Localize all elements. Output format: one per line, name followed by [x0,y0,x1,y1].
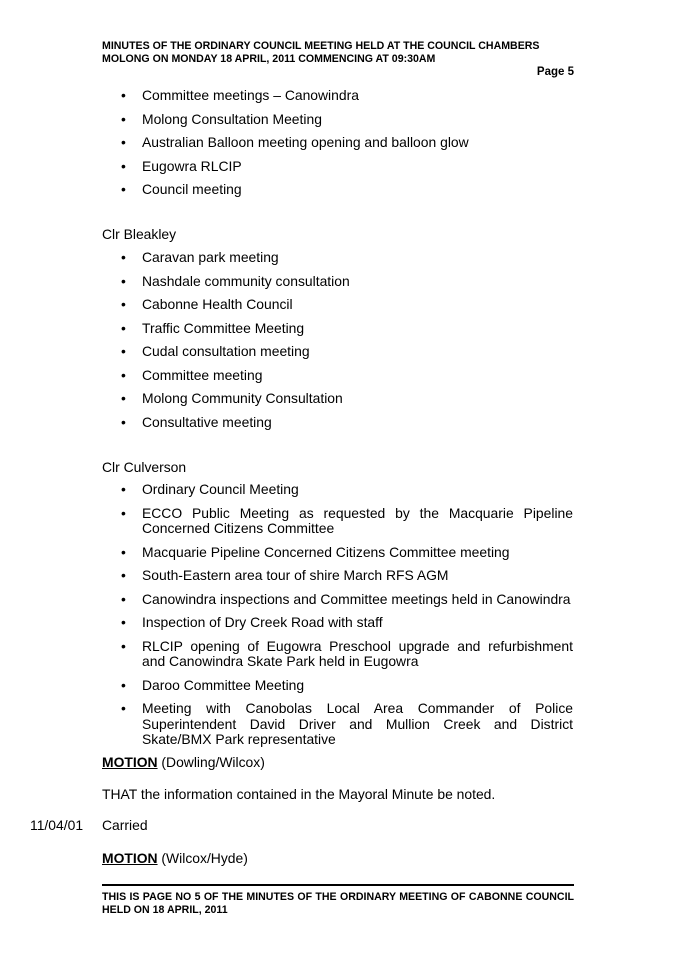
list-item: • Cudal consultation meeting [121,344,573,360]
list-item: • Macquarie Pipeline Concerned Citizens Committee meeting [121,545,573,561]
list-item: • Australian Balloon meeting opening and balloon glow [121,135,573,151]
list-item: • Canowindra inspections and Committee meetings held in Canowindra [121,592,573,608]
list-item: • Ordinary Council Meeting [121,482,573,498]
list-item: • Daroo Committee Meeting [121,678,573,694]
councillor-bleakley: Clr Bleakley [102,226,177,242]
mayor-activity-list [121,88,573,198]
page-header [102,40,574,66]
list-item: • Molong Community Consultation [121,391,573,407]
list-item: • Inspection of Dry Creek Road with staff [121,615,573,631]
list-item: • Molong Consultation Meeting [121,112,573,128]
list-item: • Cabonne Health Council [121,297,573,313]
header-line-2: MOLONG ON MONDAY 18 APRIL, 2011 COMMENCING AT 09:30AM [102,53,436,65]
motion-movers: (Wilcox/Hyde) [157,850,248,866]
motion-1 [102,754,265,770]
list-item: • Nashdale community consultation [121,274,573,290]
bleakley-activity-list [121,250,573,430]
list-item: • South-Eastern area tour of shire March RFS AGM [121,568,573,584]
page-number: Page 5 [536,66,574,78]
councillor-culverson: Clr Culverson [102,459,187,475]
list-item: • Traffic Committee Meeting [121,321,573,337]
page-footer: THIS IS PAGE NO 5 OF THE MINUTES OF THE ORDINARY MEETING OF CABONNE COUNCIL HELD ON 18 APRIL, 2011 [102,891,574,916]
motion-movers: (Dowling/Wilcox) [157,754,265,770]
list-item: • Council meeting [121,182,573,198]
list-item: • Committee meeting [121,368,573,384]
list-item: • Consultative meeting [121,415,573,431]
motion-2 [102,850,248,866]
resolution-text: THAT the information contained in the Mayoral Minute be noted. [102,786,496,802]
footer-divider [102,884,574,886]
list-item: • Committee meetings – Canowindra [121,88,573,104]
motion-label: MOTION [102,850,158,866]
list-item: • Eugowra RLCIP [121,159,573,175]
list-item: • Meeting with Canobolas Local Area Commander of Police Superintendent David Driver and Mullion Creek and District Skate/BMX Park representative [121,701,573,748]
list-item: • ECCO Public Meeting as requested by the Macquarie Pipeline Concerned Citizens Committee [121,506,573,537]
minute-result: Carried [102,817,148,833]
list-item: • Caravan park meeting [121,250,573,266]
header-line-1: MINUTES OF THE ORDINARY COUNCIL MEETING HELD AT THE COUNCIL CHAMBERS [102,40,540,52]
list-item: • RLCIP opening of Eugowra Preschool upgrade and refurbishment and Canowindra Skate Park held in Eugowra [121,639,573,670]
culverson-activity-list [121,482,573,748]
motion-label: MOTION [102,754,158,770]
minute-number: 11/04/01 [30,817,84,833]
